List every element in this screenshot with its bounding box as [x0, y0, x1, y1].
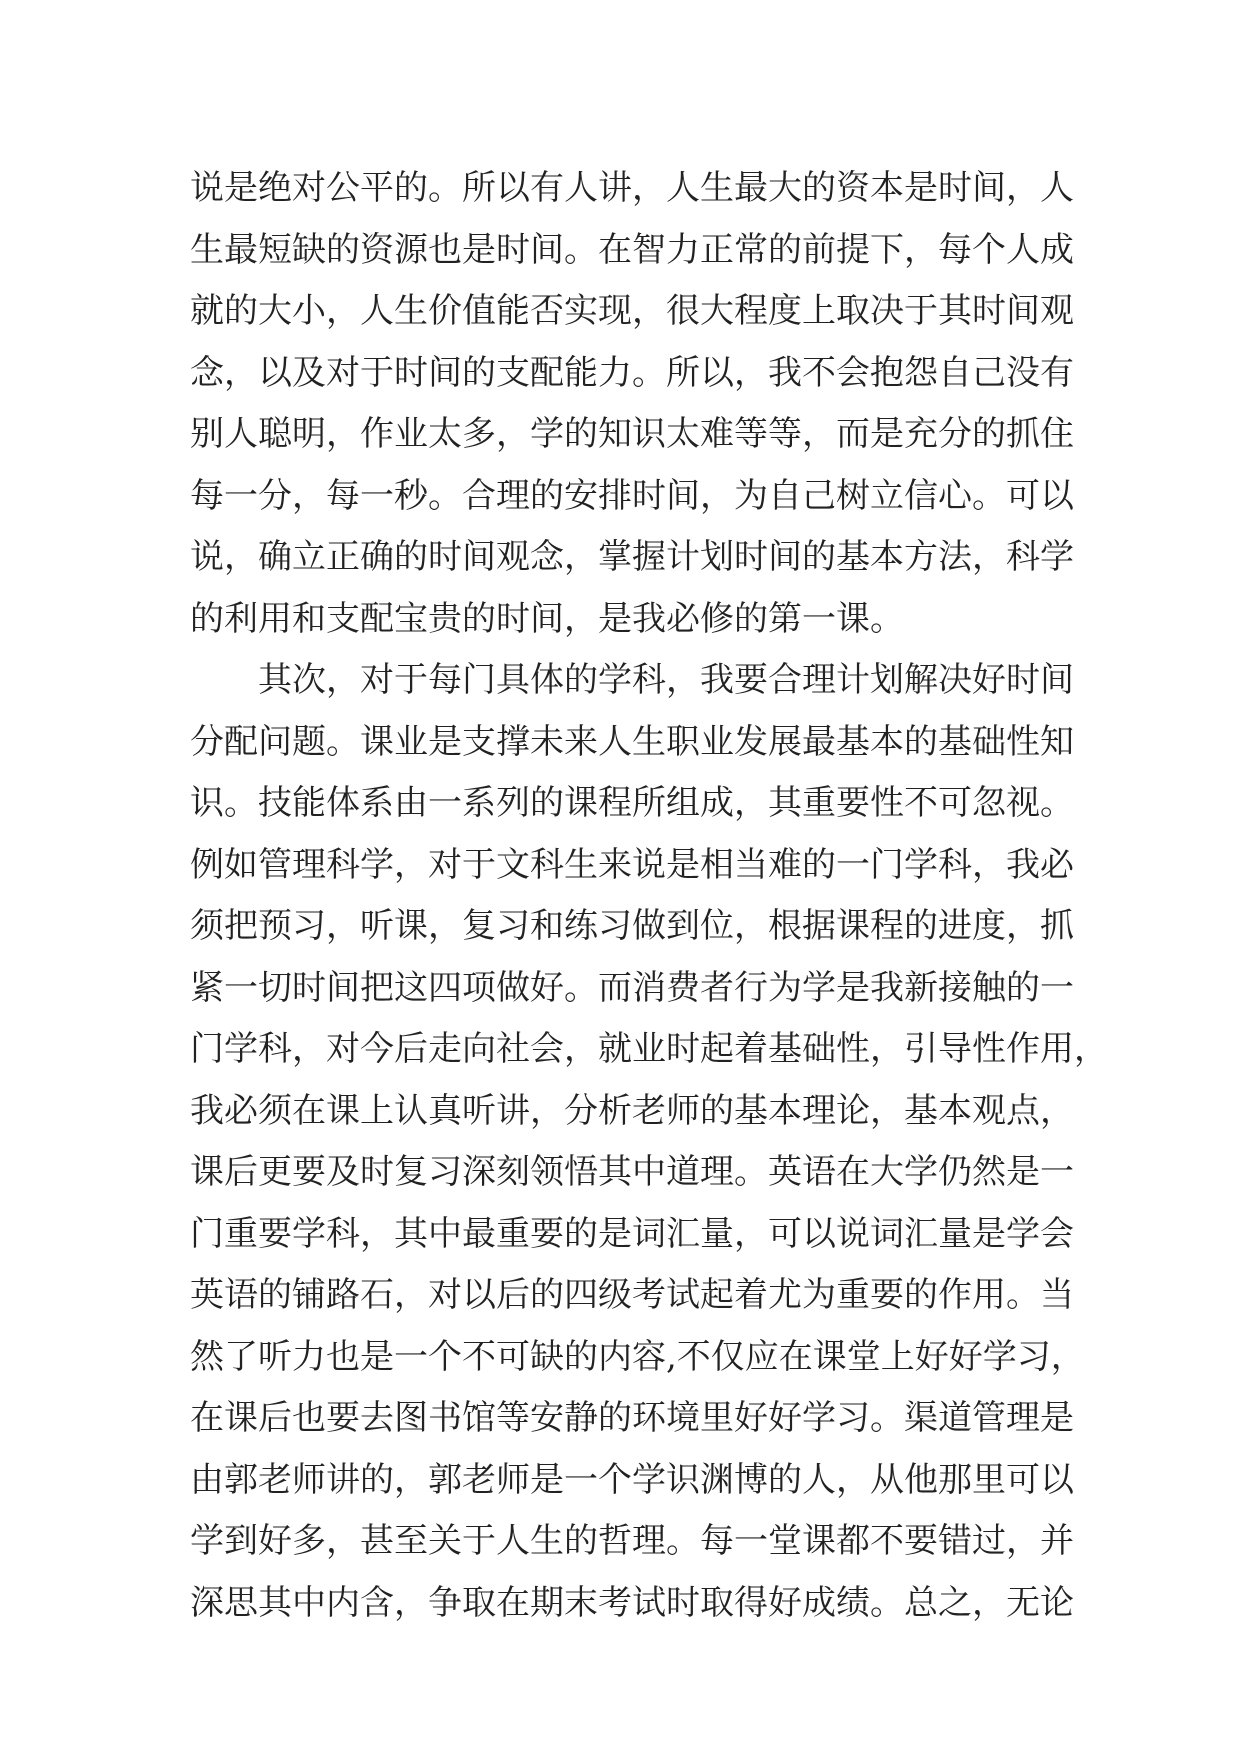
document-body [190, 158, 1108, 1634]
text-line: 生最短缺的资源也是时间。在智力正常的前提下，每个人成 [190, 229, 1074, 270]
text-line: 然了听力也是一个不可缺的内容,不仅应在课堂上好好学习， [190, 1336, 1085, 1377]
text-line: 别人聪明，作业太多，学的知识太难等等，而是充分的抓住 [190, 414, 1074, 454]
text-line: 英语的铺路石，对以后的四级考试起着尤为重要的作用。当 [190, 1275, 1074, 1315]
text-line: 的利用和支配宝贵的时间，是我必修的第一课。 [190, 598, 904, 639]
text-line: 深思其中内含，争取在期末考试时取得好成绩。总之，无论 [190, 1582, 1074, 1623]
text-line: 说，确立正确的时间观念，掌握计划时间的基本方法，科学 [190, 537, 1074, 577]
text-line: 在课后也要去图书馆等安静的环境里好好学习。渠道管理是 [190, 1398, 1074, 1438]
text-line: 识。技能体系由一系列的课程所组成，其重要性不可忽视。 [190, 783, 1074, 823]
text-line: 门学科，对今后走向社会，就业时起着基础性，引导性作用， [190, 1029, 1108, 1069]
text-line: 紧一切时间把这四项做好。而消费者行为学是我新接触的一 [190, 967, 1074, 1008]
text-line: 课后更要及时复习深刻领悟其中道理。英语在大学仍然是一 [190, 1152, 1074, 1192]
text-line: 须把预习，听课，复习和练习做到位，根据课程的进度，抓 [190, 906, 1074, 946]
text-line: 例如管理科学，对于文科生来说是相当难的一门学科，我必 [190, 844, 1074, 885]
text-line: 由郭老师讲的，郭老师是一个学识渊博的人，从他那里可以 [190, 1459, 1074, 1500]
text-line: 我必须在课上认真听讲，分析老师的基本理论，基本观点， [190, 1090, 1074, 1131]
text-line: 就的大小，人生价值能否实现，很大程度上取决于其时间观 [190, 291, 1074, 331]
text-line: 分配问题。课业是支撑未来人生职业发展最基本的基础性知 [190, 721, 1074, 762]
text-line: 念，以及对于时间的支配能力。所以，我不会抱怨自己没有 [190, 352, 1074, 393]
text-line: 门重要学科，其中最重要的是词汇量，可以说词汇量是学会 [190, 1213, 1074, 1254]
text-line: 说是绝对公平的。所以有人讲，人生最大的资本是时间，人 [190, 168, 1074, 208]
text-line: 其次，对于每门具体的学科，我要合理计划解决好时间 [258, 660, 1074, 700]
text-line: 每一分，每一秒。合理的安排时间，为自己树立信心。可以 [190, 475, 1074, 516]
text-line: 学到好多，甚至关于人生的哲理。每一堂课都不要错过，并 [190, 1521, 1074, 1561]
